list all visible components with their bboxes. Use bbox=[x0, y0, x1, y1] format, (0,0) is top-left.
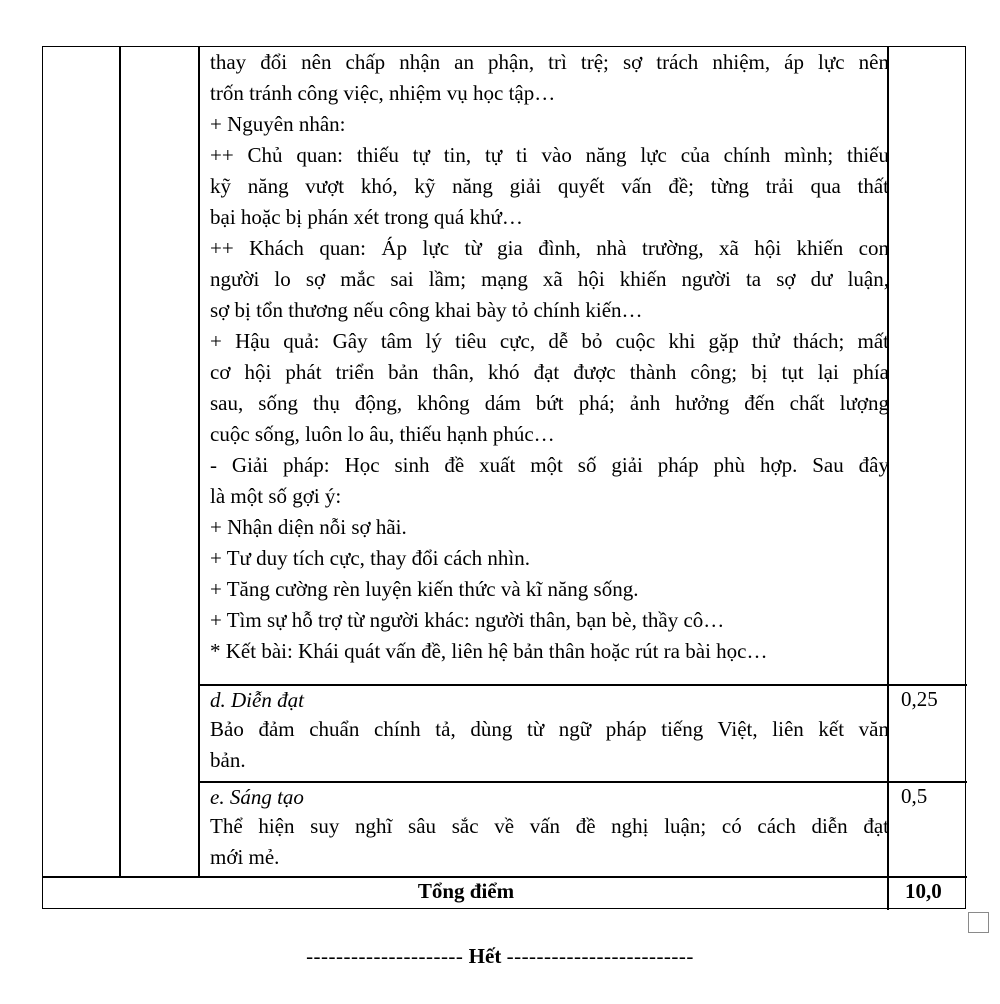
total-label: Tổng điểm bbox=[417, 879, 515, 903]
content-line: + Nhận diện nỗi sợ hãi. bbox=[210, 515, 407, 539]
content-line: + Nguyên nhân: bbox=[210, 112, 346, 136]
dien-dat-text-line-1: Bảo đảm chuẩn chính tả, dùng từ ngữ pháp tiếng Việt, liên kết văn bbox=[210, 717, 889, 741]
scoring-table bbox=[42, 46, 966, 909]
end-dashes-right: ------------------------- bbox=[506, 944, 694, 968]
dien-dat-cell bbox=[210, 686, 889, 776]
content-line: bại hoặc bị phán xét trong quá khứ… bbox=[210, 205, 523, 229]
content-line: sau, sống thụ động, không dám bứt phá; ảnh hưởng đến chất lượng bbox=[210, 391, 889, 415]
sang-tao-cell bbox=[210, 783, 889, 873]
content-line: + Hậu quả: Gây tâm lý tiêu cực, dễ bỏ cuộc khi gặp thử thách; mất bbox=[210, 329, 889, 353]
content-line: ++ Khách quan: Áp lực từ gia đình, nhà trường, xã hội khiến con bbox=[210, 236, 889, 260]
col-divider-2 bbox=[198, 47, 200, 876]
end-label: Hết bbox=[468, 944, 502, 968]
empty-checkbox[interactable] bbox=[968, 912, 989, 933]
sang-tao-heading: e. Sáng tạo bbox=[210, 785, 304, 809]
end-dashes-left: --------------------- bbox=[306, 944, 464, 968]
content-line: kỹ năng vượt khó, kỹ năng giải quyết vấn đề; từng trải qua thất bbox=[210, 174, 889, 198]
content-line: + Tăng cường rèn luyện kiến thức và kĩ năng sống. bbox=[210, 577, 639, 601]
content-line: người lo sợ mắc sai lầm; mạng xã hội khiến người ta sợ dư luận, bbox=[210, 267, 889, 291]
content-line: cơ hội phát triển bản thân, khó đạt được thành công; bị tụt lại phía bbox=[210, 360, 889, 384]
content-line: + Tìm sự hỗ trợ từ người khác: người thân, bạn bè, thầy cô… bbox=[210, 608, 725, 632]
content-line: * Kết bài: Khái quát vấn đề, liên hệ bản thân hoặc rút ra bài học… bbox=[210, 639, 768, 663]
content-line: ++ Chủ quan: thiếu tự tin, tự ti vào năng lực của chính mình; thiếu bbox=[210, 143, 889, 167]
dien-dat-heading: d. Diễn đạt bbox=[210, 688, 304, 712]
sang-tao-score: 0,5 bbox=[901, 784, 928, 808]
content-line: trốn tránh công việc, nhiệm vụ học tập… bbox=[210, 81, 556, 105]
content-line: - Giải pháp: Học sinh đề xuất một số giải pháp phù hợp. Sau đây bbox=[210, 453, 889, 477]
sang-tao-text-line-1: Thể hiện suy nghĩ sâu sắc về vấn đề nghị luận; có cách diễn đạt bbox=[210, 814, 889, 838]
dien-dat-score: 0,25 bbox=[901, 687, 938, 711]
content-line: + Tư duy tích cực, thay đổi cách nhìn. bbox=[210, 546, 530, 570]
sang-tao-text-line-2: mới mẻ. bbox=[210, 845, 280, 869]
content-line: là một số gợi ý: bbox=[210, 484, 342, 508]
dien-dat-text-line-2: bản. bbox=[210, 748, 246, 772]
end-marker bbox=[0, 944, 1000, 969]
content-line: thay đổi nên chấp nhận an phận, trì trệ; sợ trách nhiệm, áp lực nên bbox=[210, 50, 889, 74]
answer-guide-content bbox=[210, 47, 889, 667]
total-score: 10,0 bbox=[905, 879, 942, 903]
content-line: cuộc sống, luôn lo âu, thiếu hạnh phúc… bbox=[210, 422, 555, 446]
content-line: sợ bị tổn thương nếu công khai bày tỏ chính kiến… bbox=[210, 298, 643, 322]
col-divider-1 bbox=[119, 47, 121, 876]
